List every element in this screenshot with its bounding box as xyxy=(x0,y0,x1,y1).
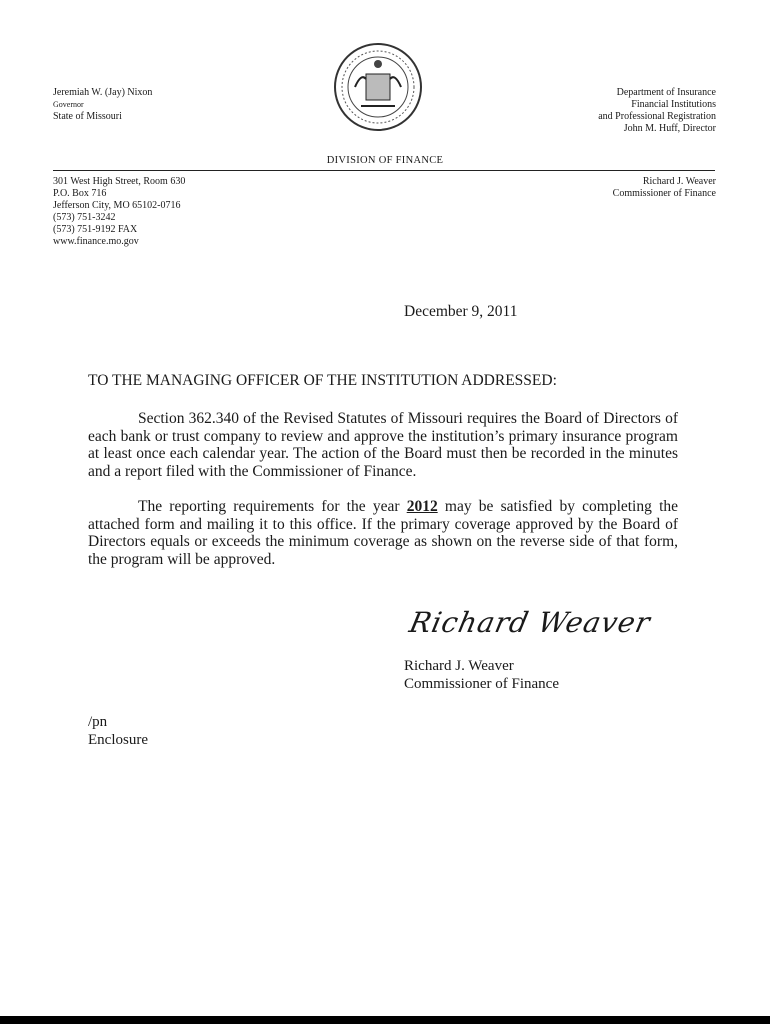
division-title: DIVISION OF FINANCE xyxy=(326,155,444,166)
scan-bottom-border xyxy=(0,1016,770,1024)
commissioner-block xyxy=(613,176,716,200)
state-name: State of Missouri xyxy=(53,111,122,122)
paragraph-2 xyxy=(88,498,678,568)
department-name: Department of Insurance xyxy=(616,87,716,98)
address-pobox: P.O. Box 716 xyxy=(53,188,107,199)
paragraph-2-end: may be satisfied by completing the attached form and mailing it to this office. If the primary coverage approved by the Board of Directors equals or exceeds the minimum coverage as shown on the reverse side of that form, the program will be approved. xyxy=(88,498,678,568)
department-line3: and Professional Registration xyxy=(598,111,716,122)
signer-name: Richard J. Weaver xyxy=(404,658,514,674)
header-divider xyxy=(53,170,715,171)
governor-title: Governor xyxy=(53,100,84,109)
department-line2: Financial Institutions xyxy=(631,99,716,110)
paragraph-2-start: The reporting requirements for the year xyxy=(138,498,407,515)
paragraph-1: Section 362.340 of the Revised Statutes of Missouri requires the Board of Directors of each bank or trust company to review and approve the institution’s primary insurance program at least once each calendar year. The action of the Board must then be recorded in the minutes and a report filed with the Commissioner of Finance. xyxy=(88,410,678,480)
signer-title: Commissioner of Finance xyxy=(404,676,559,692)
governor-name: Jeremiah W. (Jay) Nixon xyxy=(53,87,153,98)
reporting-year: 2012 xyxy=(406,498,438,515)
state-seal-icon xyxy=(333,42,423,132)
signature: Richard Weaver xyxy=(406,606,654,639)
director-name: John M. Huff, Director xyxy=(623,123,716,134)
commissioner-name: Richard J. Weaver xyxy=(642,176,716,187)
typist-initials: /pn xyxy=(88,714,108,730)
signer-block xyxy=(404,657,559,693)
enclosure-note: Enclosure xyxy=(88,732,148,748)
address-block xyxy=(53,176,185,248)
address-fax: (573) 751-9192 FAX xyxy=(53,224,138,235)
department-block xyxy=(598,87,716,135)
address-city: Jefferson City, MO 65102-0716 xyxy=(53,200,181,211)
commissioner-title: Commissioner of Finance xyxy=(612,188,716,199)
letter-date: December 9, 2011 xyxy=(404,303,518,320)
governor-block xyxy=(53,87,152,123)
address-web: www.finance.mo.gov xyxy=(53,236,139,247)
address-street: 301 West High Street, Room 630 xyxy=(53,176,186,187)
address-phone: (573) 751-3242 xyxy=(53,212,116,223)
salutation: TO THE MANAGING OFFICER OF THE INSTITUTION ADDRESSED: xyxy=(88,372,557,389)
closing-block xyxy=(88,713,148,749)
